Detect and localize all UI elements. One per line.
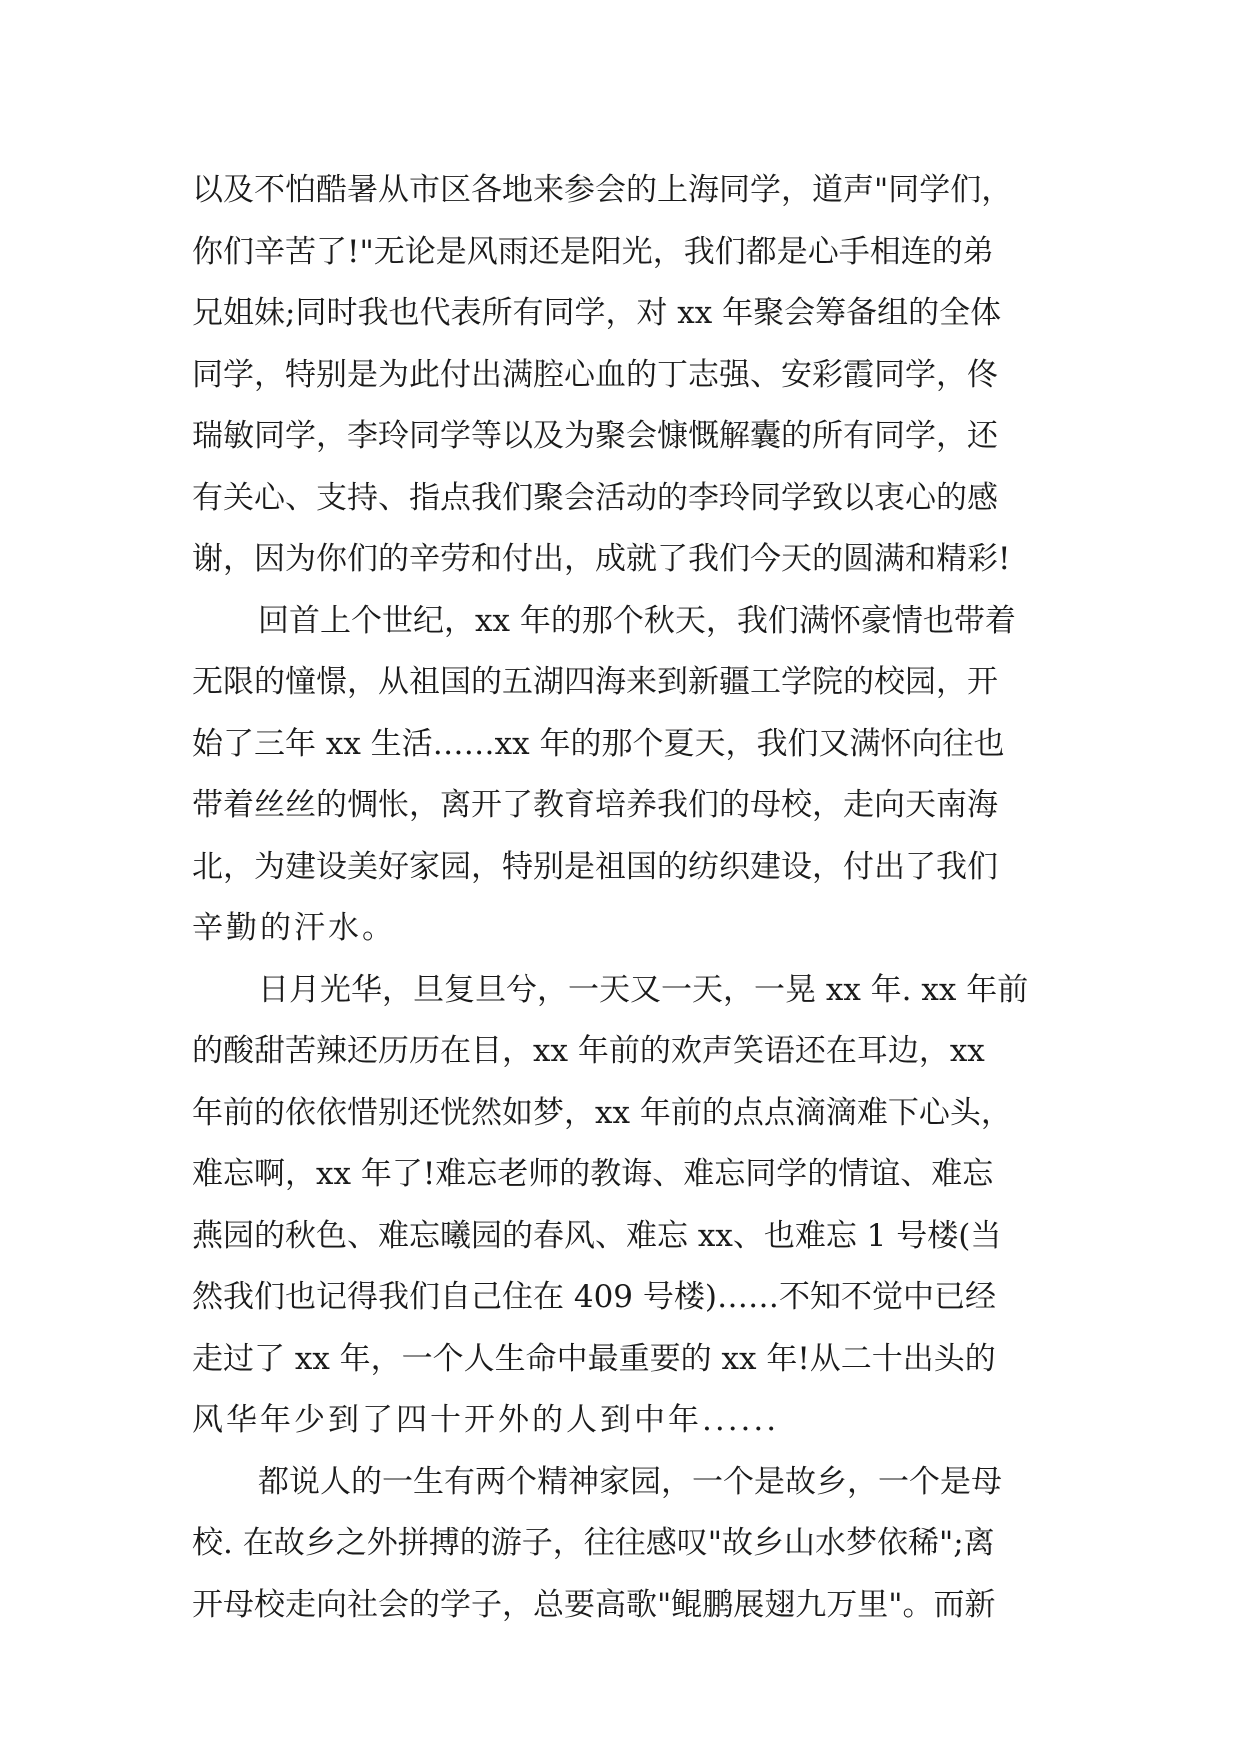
text-line: 同学，特别是为此付出满腔心血的丁志强、安彩霞同学，佟: [192, 356, 998, 393]
text-line: 走过了 xx 年，一个人生命中最重要的 xx 年!从二十出头的: [192, 1340, 996, 1377]
text-line: 瑞敏同学，李玲同学等以及为聚会慷慨解囊的所有同学，还: [192, 418, 998, 454]
text-line: 无限的憧憬，从祖国的五湖四海来到新疆工学院的校园，开: [192, 664, 998, 700]
text-line: 带着丝丝的惆怅，离开了教育培养我们的母校，走向天南海: [192, 787, 998, 823]
text-line: 辛勤的汗水。: [192, 910, 396, 946]
text-line: 你们辛苦了!"无论是风雨还是阳光，我们都是心手相连的弟: [192, 233, 994, 270]
text-line: 校. 在故乡之外拼搏的游子，往往感叹"故乡山水梦依稀";离: [192, 1525, 995, 1561]
paragraph: [192, 160, 1052, 591]
text-line: 有关心、支持、指点我们聚会活动的李玲同学致以衷心的感: [192, 479, 998, 516]
text-line: 始了三年 xx 生活……xx 年的那个夏天，我们又满怀向往也: [192, 725, 1005, 762]
paragraph: [192, 591, 1052, 960]
text-line: 北，为建设美好家园，特别是祖国的纺织建设，付出了我们: [192, 848, 998, 885]
text-line: 开母校走向社会的学子，总要高歌"鲲鹏展翅九万里"。而新: [192, 1586, 996, 1623]
text-line: 的酸甜苦辣还历历在目，xx 年前的欢声笑语还在耳边，xx: [192, 1033, 985, 1069]
text-line: 难忘啊，xx 年了!难忘老师的教诲、难忘同学的情谊、难忘: [192, 1156, 994, 1192]
text-line: 日月光华，旦复旦兮，一天又一天，一晃 xx 年. xx 年前: [258, 971, 1029, 1008]
text-line: 风华年少到了四十开外的人到中年......: [192, 1402, 780, 1438]
text-line: 以及不怕酷暑从市区各地来参会的上海同学，道声"同学们，: [192, 172, 1013, 208]
text-line: 回首上个世纪，xx 年的那个秋天，我们满怀豪情也带着: [258, 602, 1016, 639]
text-line: 年前的依依惜别还恍然如梦，xx 年前的点点滴滴难下心头，: [192, 1094, 1012, 1131]
text-line: 然我们也记得我们自己住在 409 号楼)……不知不觉中已经: [192, 1279, 996, 1315]
text-line: 兄姐妹;同时我也代表所有同学，对 xx 年聚会筹备组的全体: [192, 295, 1002, 331]
paragraph: [192, 1452, 1052, 1637]
paragraph: [192, 960, 1052, 1452]
text-line: 都说人的一生有两个精神家园，一个是故乡，一个是母: [258, 1463, 1002, 1500]
text-line: 燕园的秋色、难忘曦园的春风、难忘 xx、也难忘 1 号楼(当: [192, 1217, 1002, 1254]
document-body: [192, 160, 1052, 1636]
text-line: 谢，因为你们的辛劳和付出，成就了我们今天的圆满和精彩!: [192, 541, 1011, 577]
